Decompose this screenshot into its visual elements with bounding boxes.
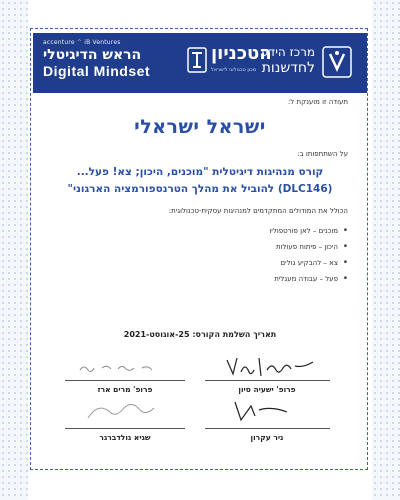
signer-name-left-bottom: שגיא גולדברגר — [99, 433, 151, 442]
accenture-logo: accenture ^ iB Ventures — [43, 39, 121, 46]
signer-name-right-top: פרופ' ישעיה סיון — [238, 385, 296, 394]
knowledge-center-title: מרכז הידע — [261, 45, 315, 59]
course-title-line2: (DLC146) להוביל את מהלך הטרנספורמציה הארגוני" — [67, 183, 333, 195]
module-item: • היכון – פיתוח פעולות — [148, 243, 348, 259]
modules-list — [148, 227, 348, 291]
module-item: • מוכנים – לאן פורטפוליו — [148, 227, 348, 243]
modules-intro: הכולל את המודולים המתקדמים למנהיגות עסקית-טכנולוגית: — [168, 207, 348, 215]
right-pattern-strip — [372, 0, 400, 500]
given-to-label: תעודה זו מוענקת ל: — [287, 98, 348, 106]
module-item: • פעל – עבודה מעגלית — [148, 275, 348, 291]
participated-label: על השתתפותו ב: — [297, 150, 348, 158]
signer-name-right-bottom: ניר עקרון — [250, 433, 284, 442]
signature-line-right-top — [205, 380, 330, 381]
recipient-name: ישראל ישראלי — [134, 116, 266, 138]
technion-emblem-icon — [187, 47, 207, 73]
course-title-line1: קורס מנהיגות דיגיטלית "מוכנים, היכון; צא! פעל... — [76, 166, 324, 178]
knowledge-center-icon — [321, 45, 353, 79]
certificate-header — [33, 33, 367, 93]
signature-left-bottom — [78, 398, 178, 426]
accenture-arrow-icon: ^ — [76, 39, 83, 46]
module-item: • צא – להבקיע גולים — [148, 259, 348, 275]
technion-subtitle: מכון טכנולוגי לישראל — [211, 67, 257, 73]
knowledge-center-subtitle: לחדשנות — [261, 60, 315, 76]
completion-date: תאריך השלמת הקורס: 25-אוגוסט-2021 — [123, 330, 277, 339]
signature-left-top — [72, 356, 182, 378]
rosh-digitali-logo: הראש הדיגיטלי — [43, 47, 142, 63]
technion-logo-text: הטכניון — [211, 43, 272, 64]
signature-right-top — [215, 350, 325, 382]
signer-name-left-top: פרופ' מרים ארז — [97, 385, 153, 394]
signature-line-left-top — [65, 380, 185, 381]
digital-mindset-logo: Digital Mindset — [43, 63, 151, 79]
signature-line-left-bottom — [65, 428, 185, 429]
signature-right-bottom — [215, 396, 325, 426]
left-pattern-strip — [0, 0, 28, 500]
signature-line-right-bottom — [205, 428, 330, 429]
